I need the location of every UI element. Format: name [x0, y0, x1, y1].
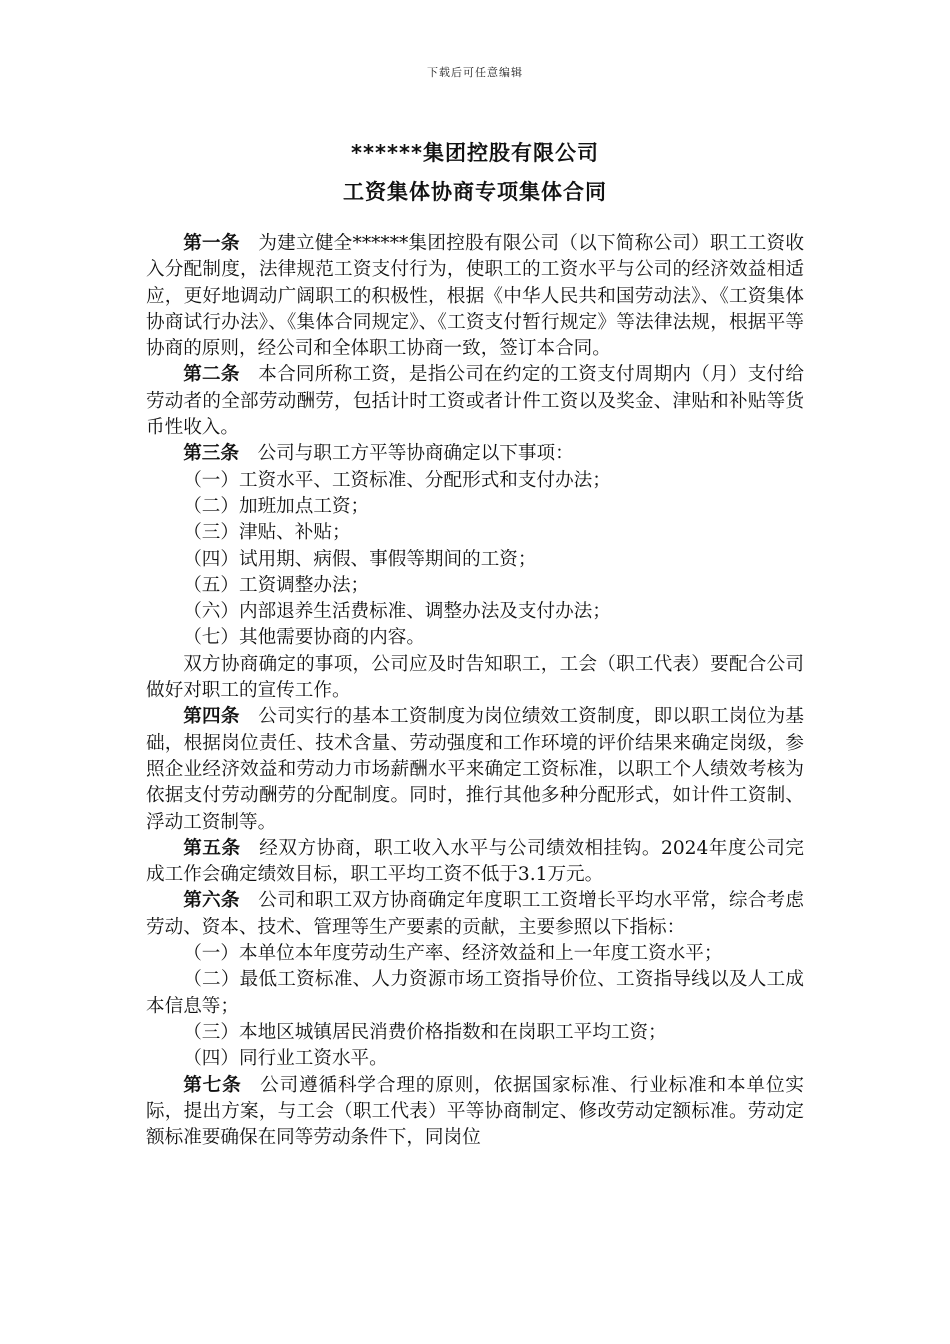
- contract-body: [146, 231, 804, 1151]
- article-5-text: 经双方协商，职工收入水平与公司绩效相挂钩。2024年度公司完成工作会确定绩效目标，职工平均工资不低于3.1万元。: [146, 837, 804, 886]
- document-title-contract: 工资集体协商专项集体合同: [343, 180, 607, 204]
- article-6-text: 公司和职工双方协商确定年度职工工资增长平均水平常，综合考虑劳动、资本、技术、管理等生产要素的贡献，主要参照以下指标：: [146, 890, 804, 938]
- article-1: [146, 231, 804, 362]
- article-3-item: （四）试用期、病假、事假等期间的工资；: [183, 548, 537, 570]
- article-3-item: （一）工资水平、工资标准、分配形式和支付办法；: [183, 469, 611, 491]
- article-4: [146, 704, 804, 835]
- article-3-item: （七）其他需要协商的内容。: [183, 627, 425, 649]
- article-7: [146, 1073, 804, 1152]
- article-1-label: 第一条: [183, 233, 240, 254]
- article-3-item: （二）加班加点工资；: [183, 495, 370, 517]
- article-3-item: （六）内部退养生活费标准、调整办法及支付办法；: [183, 601, 611, 623]
- article-7-label: 第七条: [183, 1074, 242, 1096]
- article-6-item: （二）最低工资标准、人力资源市场工资指导价位、工资指导线以及人工成本信息等；: [146, 969, 804, 1017]
- article-3-item: （三）津贴、补贴；: [183, 522, 351, 544]
- page-header-note: 下载后可任意编辑: [427, 66, 523, 79]
- article-2-label: 第二条: [183, 364, 240, 386]
- article-6-item: （三）本地区城镇居民消费价格指数和在岗职工平均工资；: [183, 1021, 667, 1043]
- article-3-tail: 双方协商确定的事项，公司应及时告知职工，工会（职工代表）要配合公司做好对职工的宣传工作。: [146, 653, 804, 702]
- article-1-text: 为建立健全******集团控股有限公司（以下简称公司）职工工资收入分配制度，法律规范工资支付行为，使职工的工资水平与公司的经济效益相适应，更好地调动广阔职工的积极性，根据《中华人民共和国劳动法》、《工资集体协商试行办法》、《集体合同规定》、《工资支付暂行规定》等法律法规，根据平等协商的原则，经公司和全体职工协商一致，签订本合同。: [146, 233, 804, 360]
- article-2: [146, 362, 804, 441]
- article-3-label: 第三条: [183, 443, 239, 465]
- article-6-item: （一）本单位本年度劳动生产率、经济效益和上一年度工资水平；: [183, 943, 723, 965]
- article-5-label: 第五条: [183, 837, 241, 859]
- document-title-company: ******集团控股有限公司: [351, 141, 599, 165]
- article-4-label: 第四条: [183, 706, 240, 728]
- article-6: [146, 888, 804, 941]
- article-3-text: 公司与职工方平等协商确定以下事项：: [257, 443, 574, 465]
- article-5: [146, 836, 804, 889]
- article-4-text: 公司实行的基本工资制度为岗位绩效工资制度，即以职工岗位为基础，根据岗位责任、技术含量、劳动强度和工作环境的评价结果来确定岗级，参照企业经济效益和劳动力市场薪酬水平来确定工资标准，以职工个人绩效考核为依据支付劳动酬劳的分配制度。同时，推行其他多种分配形式，如计件工资制、浮动工资制等。: [146, 706, 804, 833]
- article-7-text: 公司遵循科学合理的原则，依据国家标准、行业标准和本单位实际，提出方案，与工会（职工代表）平等协商制定、修改劳动定额标准。劳动定额标准要确保在同等劳动条件下，同岗位: [146, 1074, 804, 1149]
- article-6-item: （四）同行业工资水平。: [183, 1048, 388, 1070]
- article-6-label: 第六条: [183, 890, 240, 912]
- article-3-item: （五）工资调整办法；: [183, 574, 370, 596]
- article-3: [146, 441, 804, 467]
- article-2-text: 本合同所称工资，是指公司在约定的工资支付周期内（月）支付给劳动者的全部劳动酬劳，包括计时工资或者计件工资以及奖金、津贴和补贴等货币性收入。: [146, 364, 804, 439]
